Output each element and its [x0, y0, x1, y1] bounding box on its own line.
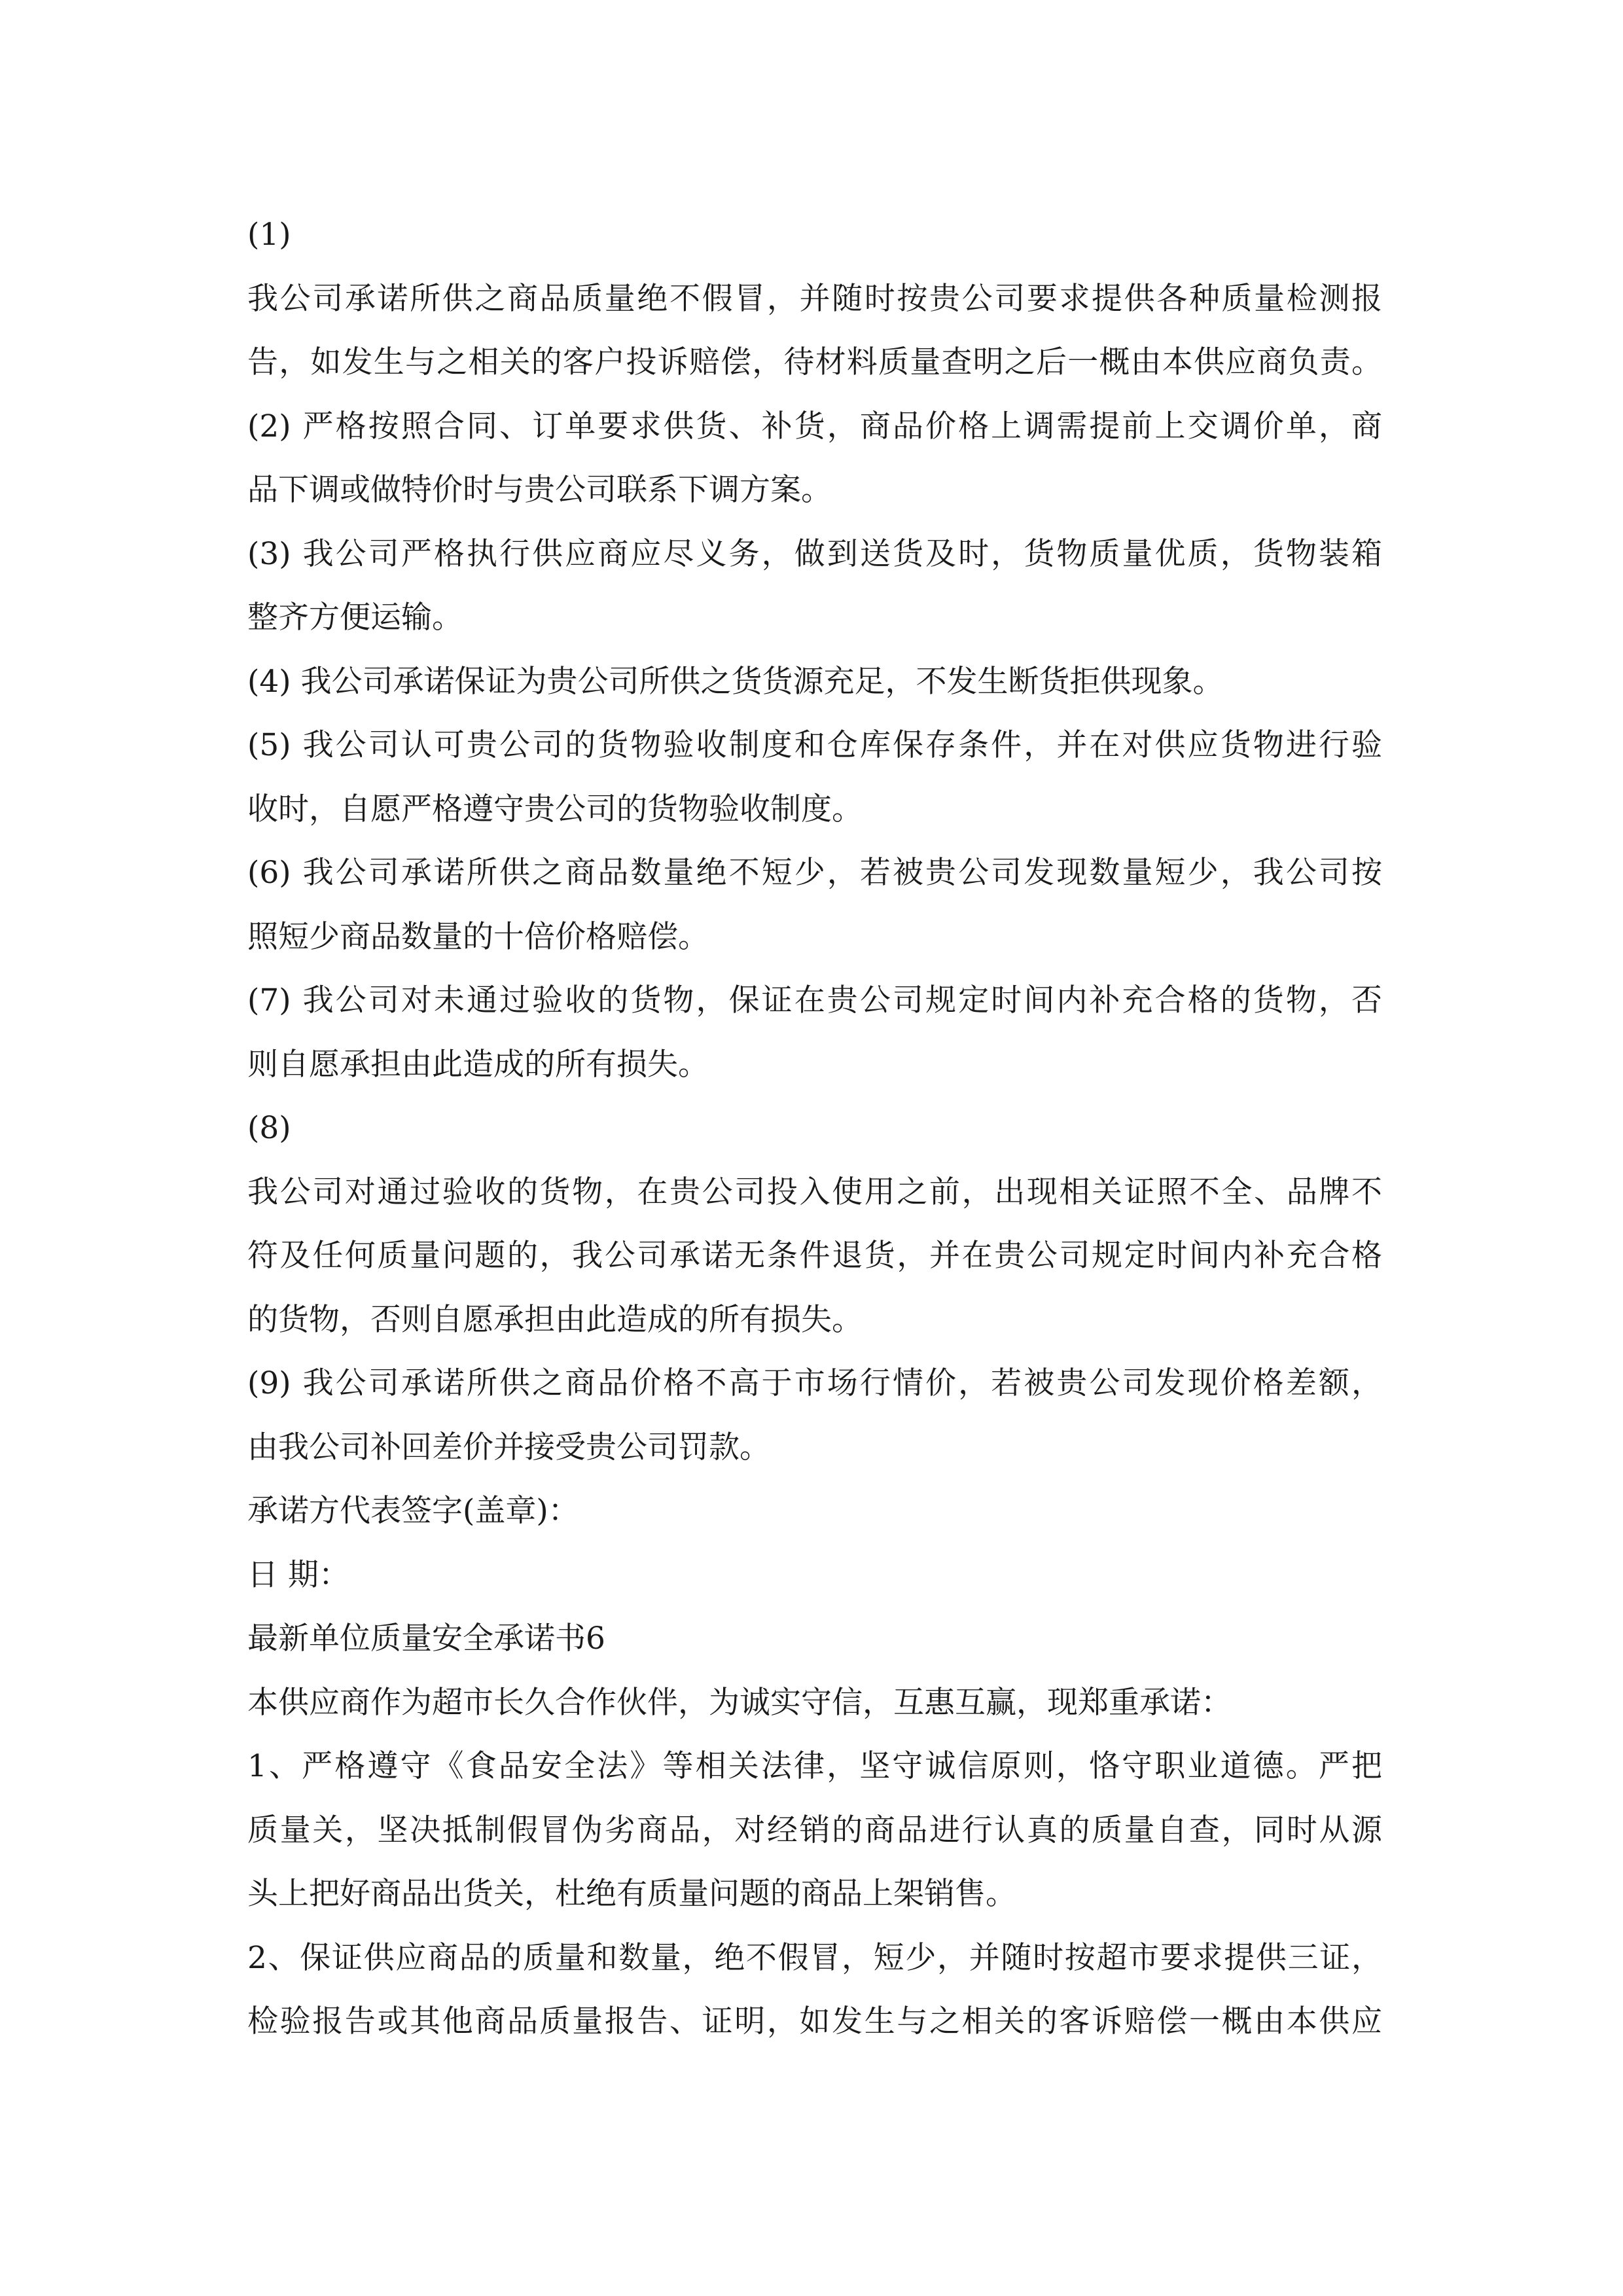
text-line: 照短少商品数量的十倍价格赔偿。: [247, 918, 709, 955]
text-line: 的货物，否则自愿承担由此造成的所有损失。: [247, 1301, 863, 1338]
text-line: 最新单位质量安全承诺书6: [247, 1621, 605, 1657]
text-line: 1、严格遵守《食品安全法》等相关法律，坚守诚信原则，恪守职业道德。严把: [247, 1748, 1382, 1784]
text-line: 检验报告或其他商品质量报告、证明，如发生与之相关的客诉赔偿一概由本供应: [247, 2003, 1382, 2039]
text-line: (2) 严格按照合同、订单要求供货、补货，商品价格上调需提前上交调价单，商: [247, 408, 1382, 444]
text-line: 我公司承诺所供之商品质量绝不假冒，并随时按贵公司要求提供各种质量检测报: [247, 280, 1382, 317]
text-line: 收时，自愿严格遵守贵公司的货物验收制度。: [247, 791, 863, 827]
text-line: (9) 我公司承诺所供之商品价格不高于市场行情价，若被贵公司发现价格差额，: [247, 1365, 1382, 1401]
text-line: 我公司对通过验收的货物，在贵公司投入使用之前，出现相关证照不全、品牌不: [247, 1174, 1382, 1210]
text-line: 品下调或做特价时与贵公司联系下调方案。: [247, 472, 832, 508]
text-line: 本供应商作为超市长久合作伙伴，为诚实守信，互惠互赢，现郑重承诺：: [247, 1684, 1232, 1721]
text-line: (5) 我公司认可贵公司的货物验收制度和仓库保存条件，并在对供应货物进行验: [247, 727, 1382, 763]
text-line: 头上把好商品出货关，杜绝有质量问题的商品上架销售。: [247, 1876, 1016, 1912]
text-line: 则自愿承担由此造成的所有损失。: [247, 1046, 709, 1083]
text-line: 日 期：: [247, 1556, 349, 1593]
text-line: 2、保证供应商品的质量和数量，绝不假冒，短少，并随时按超市要求提供三证，: [247, 1939, 1382, 1976]
text-line: (3) 我公司严格执行供应商应尽义务，做到送货及时，货物质量优质，货物装箱: [247, 535, 1382, 572]
document-body: [247, 203, 1382, 2054]
text-line: (4) 我公司承诺保证为贵公司所供之货货源充足，不发生断货拒供现象。: [247, 663, 1224, 700]
text-line: 符及任何质量问题的，我公司承诺无条件退货，并在贵公司规定时间内补充合格: [247, 1238, 1382, 1274]
text-line: 告，如发生与之相关的客户投诉赔偿，待材料质量查明之后一概由本供应商负责。: [247, 344, 1382, 380]
text-line: 质量关，坚决抵制假冒伪劣商品，对经销的商品进行认真的质量自查，同时从源: [247, 1812, 1382, 1848]
text-line: 承诺方代表签字(盖章)：: [247, 1493, 579, 1529]
text-line: (7) 我公司对未通过验收的货物，保证在贵公司规定时间内补充合格的货物，否: [247, 982, 1382, 1018]
text-line: 整齐方便运输。: [247, 600, 463, 636]
text-line: (1): [247, 217, 291, 253]
text-line: (6) 我公司承诺所供之商品数量绝不短少，若被贵公司发现数量短少，我公司按: [247, 855, 1382, 891]
text-line: 由我公司补回差价并接受贵公司罚款。: [247, 1429, 770, 1465]
text-line: (8): [247, 1110, 291, 1146]
